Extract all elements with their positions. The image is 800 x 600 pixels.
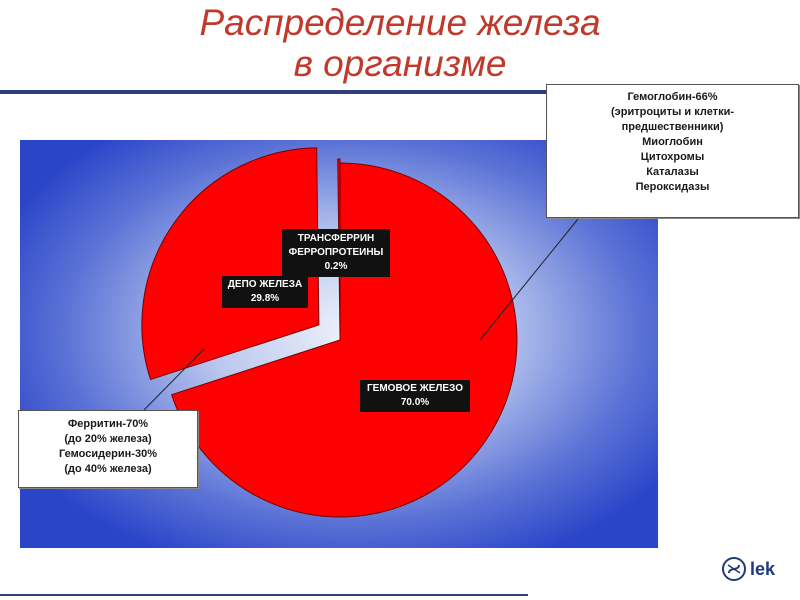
slice-label-heme: [360, 380, 470, 412]
callout-heme-line-5: Цитохромы: [640, 151, 705, 163]
slice-label-transferrin-line-1: ТРАНСФЕРРИН: [297, 233, 375, 244]
slice-label-transferrin: [282, 229, 390, 277]
callout-heme-line-1: Гемоглобин-66%: [627, 91, 718, 103]
callout-heme-details: [546, 84, 799, 218]
slice-label-heme-line-1: ГЕМОВОЕ ЖЕЛЕЗО: [367, 383, 463, 394]
slice-label-heme-line-2: 70.0%: [400, 397, 430, 408]
callout-heme-line-6: Каталазы: [646, 166, 699, 178]
callout-heme-line-3: предшественники): [621, 121, 724, 133]
slide-title-line-2: в организме: [293, 43, 507, 84]
callout-depot-line-3: Гемосидерин-30%: [58, 448, 157, 460]
slide-title-line-1: Распределение железа: [199, 2, 601, 43]
callout-depot-line-4: (до 40% железа): [64, 463, 152, 475]
callout-depot-line-2: (до 20% железа): [64, 433, 152, 445]
lek-logo-icon: [722, 557, 746, 581]
callout-depot-line-1: Ферритин-70%: [67, 418, 149, 430]
slice-label-depot-line-2: 29.8%: [250, 293, 280, 304]
callout-heme-line-2: (эритроциты и клетки-: [611, 106, 734, 118]
slice-label-transferrin-line-2: ФЕРРОПРОТЕИНЫ: [288, 247, 384, 258]
slice-label-depot: [222, 276, 308, 308]
pie-slices: [142, 148, 517, 517]
callout-heme-line-7: Пероксидазы: [635, 181, 710, 193]
slice-label-depot-line-1: ДЕПО ЖЕЛЕЗА: [227, 279, 303, 290]
slice-label-transferrin-line-3: 0.2%: [324, 261, 348, 272]
footer-rule: [0, 594, 528, 596]
callout-depot-details: [18, 410, 198, 488]
lek-logo: [722, 555, 790, 585]
callout-heme-line-4: Миоглобин: [642, 136, 703, 148]
lek-logo-text: lek: [750, 559, 776, 579]
